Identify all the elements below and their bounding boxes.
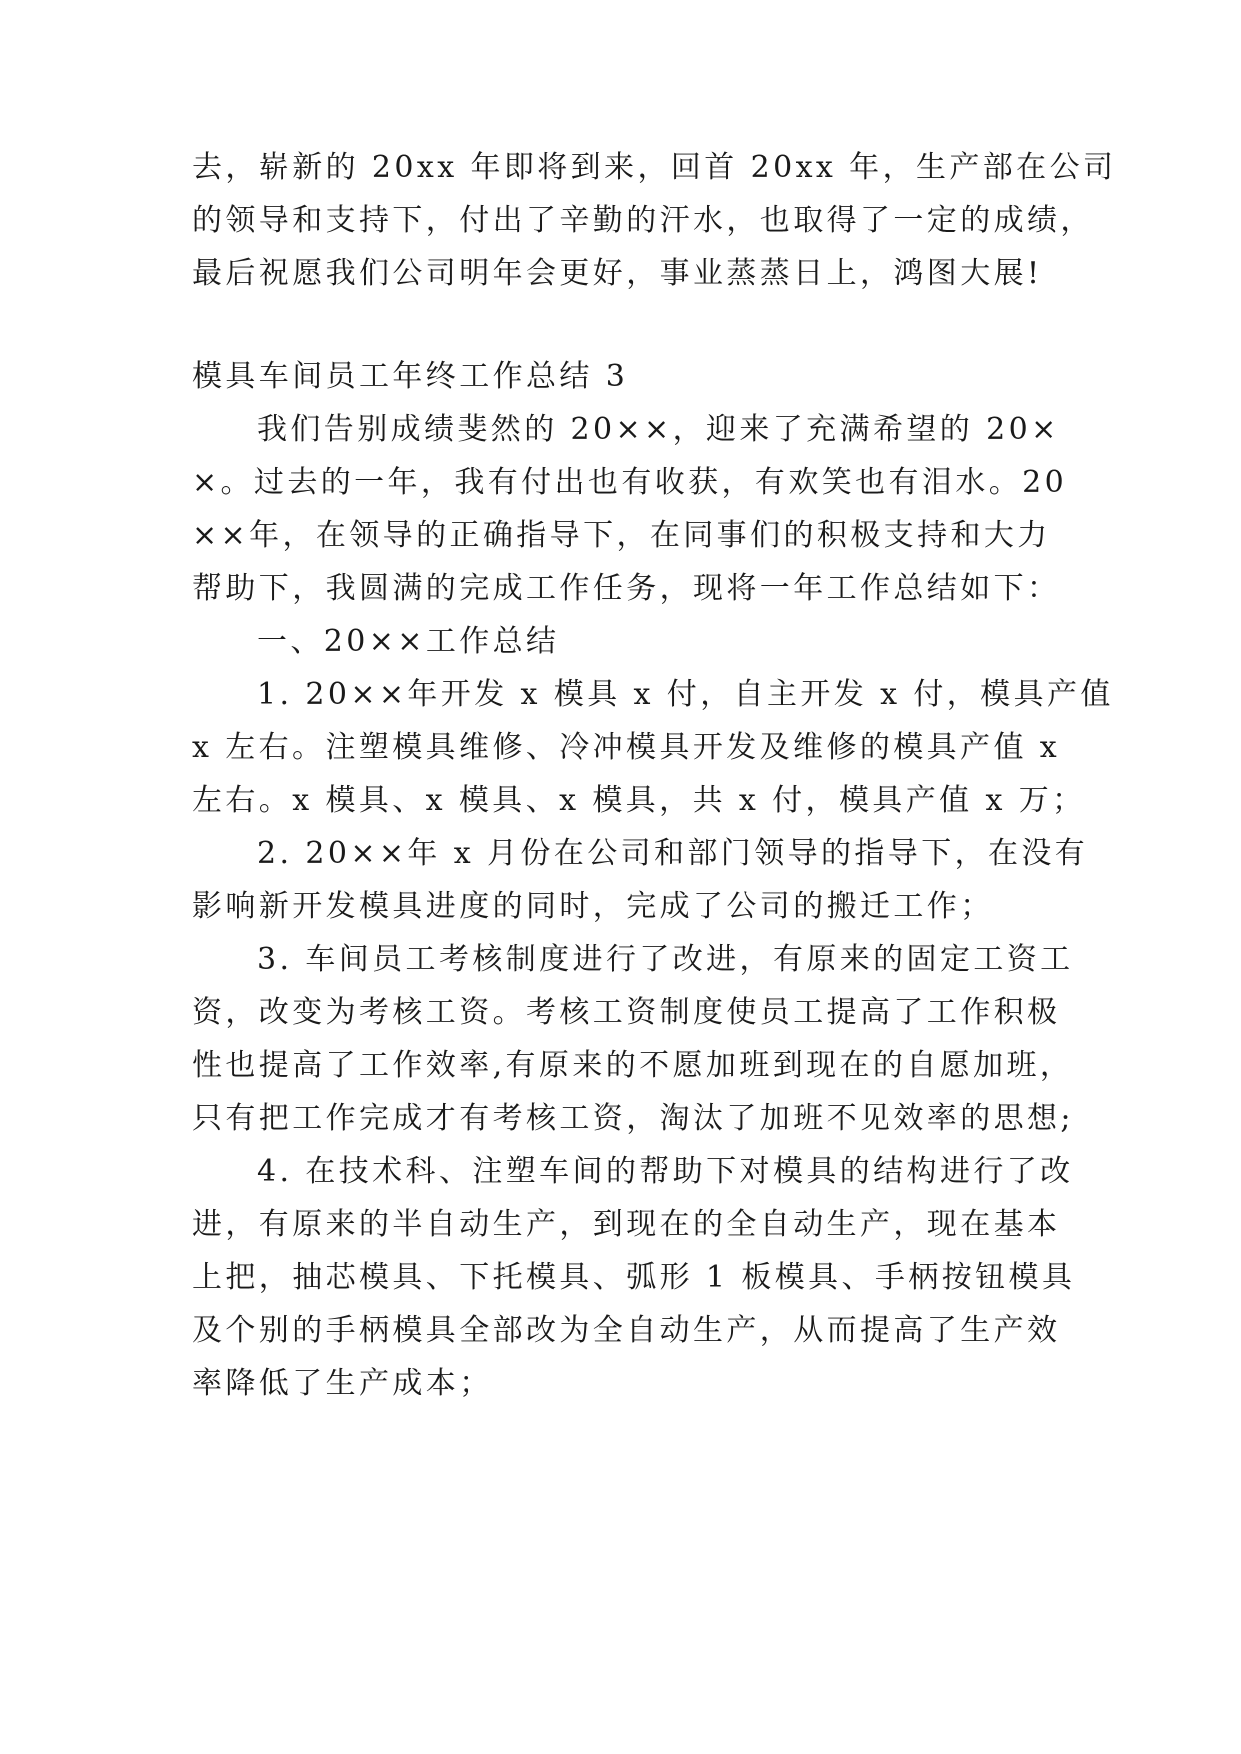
intro-line: 去，崭新的 20xx 年即将到来，回首 20xx 年，生产部在公司 [192,150,1117,185]
opening-paragraph-line: 帮助下，我圆满的完成工作任务，现将一年工作总结如下： [192,571,1061,606]
opening-paragraph-line: ××年，在领导的正确指导下，在同事们的积极支持和大力 [192,518,1051,553]
intro-line: 的领导和支持下，付出了辛勤的汗水，也取得了一定的成绩， [192,203,1094,238]
item-2-line: 2. 20××年 x 月份在公司和部门领导的指导下，在没有 [257,836,1089,871]
item-1-line: 1. 20××年开发 x 模具 x 付，自主开发 x 付，模具产值 [257,677,1114,712]
opening-paragraph-line: ×。过去的一年，我有付出也有收获，有欢笑也有泪水。20 [192,465,1068,500]
item-3-line: 3. 车间员工考核制度进行了改进，有原来的固定工资工 [257,942,1074,977]
item-1-line: x 左右。注塑模具维修、冷冲模具开发及维修的模具产值 x [192,730,1061,765]
item-4-line: 及个别的手柄模具全部改为全自动生产，从而提高了生产效 [192,1313,1061,1348]
item-3-line: 资，改变为考核工资。考核工资制度使员工提高了工作积极 [192,995,1061,1030]
section-title: 模具车间员工年终工作总结 3 [192,359,629,394]
item-4-line: 上把，抽芯模具、下托模具、弧形 1 板模具、手柄按钮模具 [192,1260,1076,1295]
item-1-line: 左右。x 模具、x 模具、x 模具，共 x 付，模具产值 x 万； [192,783,1086,818]
item-4-line: 率降低了生产成本； [192,1366,493,1401]
item-4-line: 4. 在技术科、注塑车间的帮助下对模具的结构进行了改 [257,1154,1074,1189]
item-3-line: 性也提高了工作效率,有原来的不愿加班到现在的自愿加班， [192,1048,1074,1083]
opening-paragraph-line: 我们告别成绩斐然的 20××，迎来了充满希望的 20× [257,412,1060,447]
item-2-line: 影响新开发模具进度的同时，完成了公司的搬迁工作； [192,889,994,924]
subsection-heading: 一、20××工作总结 [257,624,560,659]
item-4-line: 进，有原来的半自动生产，到现在的全自动生产，现在基本 [192,1207,1061,1242]
item-3-line: 只有把工作完成才有考核工资，淘汰了加班不见效率的思想; [192,1101,1074,1136]
intro-line: 最后祝愿我们公司明年会更好，事业蒸蒸日上，鸿图大展! [192,256,1043,291]
